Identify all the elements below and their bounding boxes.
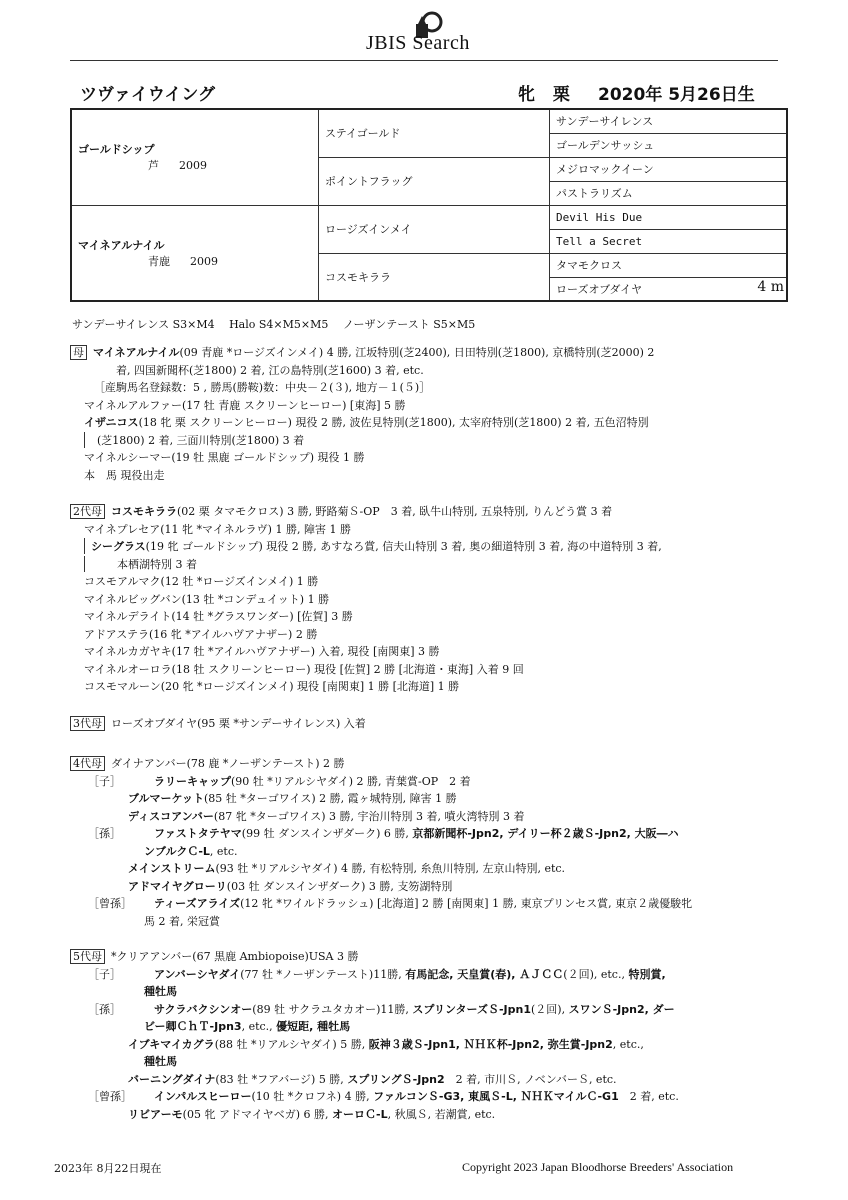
dam-color: 青鹿 <box>148 254 170 268</box>
pedigree-g3-3: メジロマックイーン <box>550 157 788 181</box>
inbreeding-crosses: サンデーサイレンス S3×M4 Halo S4×M5×M5 ノーザンテースト S5×M5 <box>72 318 476 331</box>
pedigree-table <box>70 108 788 302</box>
list-item: マイネルシーマー(19 牡 黒鹿 ゴールドシップ) 現役 1 勝 <box>84 451 365 464</box>
dam-section: 母 マイネアルナイル(09 青鹿 *ロージズインメイ) 4 勝, 江坂特別(芝2400), 日田特別(芝1800), 京橋特別(芝2000) 2 着, 四国新聞杯(芝1800) 2 着, 江の島特別(芝1600) 3 着, etc. ［産駒馬名登録数：5 , 勝馬(勝鞍)数：中央－２(３), 地方－１(５)］ マイネルアルファー(17 牡 青鹿 スクリーンヒーロー) [東海] 5 勝 イザニコス(18 牝 栗 スクリーンヒーロー) 現役 2 勝, 波佐見特別(芝1800), 太宰府特別(芝1800) 2 着, 五色沼特別 (芝1800) 2 着, 三面川特別(芝1800) 3 着 マイネルシーマー(19 牡 黒鹿 ゴールドシップ) 現役 1 勝 本 馬 現役出走 <box>70 344 770 484</box>
progeny-summary: ［産駒馬名登録数：5 , 勝馬(勝鞍)数：中央－２(３), 地方－１(５)］ <box>94 381 431 394</box>
horse-name: ツヴァイウイング <box>80 85 215 105</box>
horse-birthdate: 2020年 5月26日生 <box>598 85 755 105</box>
pedigree-g3-4: パストラリズム <box>550 181 788 205</box>
fourth-dam-section: 4代母 ダイナアンバー(78 鹿 *ノーザンテースト) 2 勝 ［子］ ラリーキャップ(90 牡 *リアルシヤダイ) 2 勝, 青葉賞-OP 2 着 ブルマーケット(85 牡 *ターゴワイス) 2 勝, 霞ヶ城特別, 障害 1 勝 ディスコアンバー(87 牝 *ターゴワイス) 3 勝, 宇治川特別 3 着, 噴火湾特別 3 着 ［孫］ ファストタテヤマ(99 牡 ダンスインザダーク) 6 勝, 京都新聞杯-Jpn2, デイリー杯２歳Ｓ-Jpn2, 大阪―ハ ンブルクＣ-L, etc. メインストリーム(93 牡 *リアルシヤダイ) 4 勝, 有松特別, 糸魚川特別, 左京山特別, etc. アドマイヤグローリ(03 牡 ダンスインザダーク) 3 勝, 支笏湖特別 ［曾孫］ ティーズアライズ(12 牝 *ワイルドラッシュ) [北海道] 2 勝 [南関東] 1 勝, 東京プリンセス賞, 東京２歳優駿牝 馬 2 着, 栄冠賞 <box>70 755 770 930</box>
second-dam-tag: 2代母 <box>70 504 105 519</box>
pedigree-g3-2: ゴールデンサッシュ <box>550 133 788 157</box>
dam-name-bold: マイネアルナイル <box>93 346 180 359</box>
dam-tag: 母 <box>70 345 87 360</box>
logo-text: JBIS Search <box>366 32 470 54</box>
pedigree-g3-6: Tell a Secret <box>550 229 788 253</box>
pedigree-sire-dam: ポイントフラッグ <box>319 157 550 205</box>
pedigree-dam <box>71 205 319 301</box>
sire-name: ゴールドシップ <box>78 143 155 157</box>
dam-name: マイネアルナイル <box>78 238 165 252</box>
second-dam-section: 2代母 コスモキララ(02 栗 タマモクロス) 3 勝, 野路菊Ｓ-OP 3 着, 臥牛山特別, 五泉特別, りんどう賞 3 着 マイネプレセア(11 牝 *マイネルラヴ) 1 勝, 障害 1 勝 シーグラス(19 牝 ゴールドシップ) 現役 2 勝, あすなろ賞, 信夫山特別 3 着, 奥の細道特別 3 着, 海の中道特別 3 着, 本栖湖特別 3 着 コスモアルマク(12 牡 *ロージズインメイ) 1 勝 マイネルビッグバン(13 牡 *コンデュイット) 1 勝 マイネルデライト(14 牡 *グラスワンダー) [佐賀] 3 勝 アドアステラ(16 牝 *アイルハヴアナザー) 2 勝 マイネルカガヤキ(17 牡 *アイルハヴアナザー) 入着, 現役 [南関東] 3 勝 マイネルオーロラ(18 牡 スクリーンヒーロー) 現役 [佐賀] 2 勝 [北海道・東海] 入着 9 回 コスモマルーン(20 牝 *ロージズインメイ) 現役 [南関東] 1 勝 [北海道] 1 勝 <box>70 503 770 696</box>
list-item: 本 馬 現役出走 <box>84 468 165 482</box>
pedigree-sire-sire: ステイゴールド <box>319 109 550 157</box>
sire-color: 芦 <box>148 159 159 173</box>
pedigree-g3-8-cell <box>550 277 788 301</box>
list-item-bold: イザニコス <box>84 416 139 429</box>
footer-copyright: Copyright 2023 Japan Bloodhorse Breeders' Association <box>462 1160 734 1174</box>
pedigree-sire <box>71 109 319 205</box>
dam-year: 2009 <box>190 254 218 268</box>
pedigree-g3-1: サンデーサイレンス <box>550 109 788 133</box>
family-number: 4 m <box>757 278 784 295</box>
sire-year: 2009 <box>179 159 207 173</box>
pedigree-g3-5: Devil His Due <box>550 205 788 229</box>
pedigree-g3-8: ローズオブダイヤ <box>556 282 643 296</box>
footer-date: 2023年 8月22日現在 <box>54 1162 162 1175</box>
third-dam-section: 3代母 ローズオブダイヤ(95 栗 *サンデーサイレンス) 入着 <box>70 715 770 733</box>
pedigree-dam-dam: コスモキララ <box>319 253 550 301</box>
pedigree-g3-7: タマモクロス <box>550 253 788 277</box>
pedigree-dam-sire: ロージズインメイ <box>319 205 550 253</box>
fifth-dam-section: 5代母 *クリアアンバー(67 黒鹿 Ambiopoise)USA 3 勝 ［子］ アンバーシヤダイ(77 牡 *ノーザンテースト)11勝, 有馬記念, 天皇賞(春), ＡＪＣＣ(２回), etc., 特別賞, 種牡馬 ［孫］ サクラバクシンオー(89 牡 サクラユタカオー)11勝, スプリンターズＳ-Jpn1(２回), スワンＳ-Jpn2, ダー ビー卿ＣｈＴ-Jpn3, etc., 優短距, 種牡馬 イブキマイカグラ(88 牡 *リアルシヤダイ) 5 勝, 阪神３歳Ｓ-Jpn1, ＮＨＫ杯-Jpn2, 弥生賞-Jpn2, etc., 種牡馬 バーニングダイナ(83 牡 *フアバージ) 5 勝, スプリングＳ-Jpn2 2 着, 市川Ｓ, ノベンバーＳ, etc. ［曾孫］ インパルスヒーロー(10 牡 *クロフネ) 4 勝, ファルコンＳ-G3, 東風Ｓ-L, ＮＨＫマイルＣ-G1 2 着, etc. リビアーモ(05 牝 アドマイヤベガ) 6 勝, オーロＣ-L, 秋風Ｓ, 若潮賞, etc. <box>70 948 770 1123</box>
header-divider <box>70 60 778 61</box>
horse-sex-color: 牝 栗 <box>518 85 576 105</box>
list-item: マイネルアルファー(17 牡 青鹿 スクリーンヒーロー) [東海] 5 勝 <box>84 398 406 412</box>
